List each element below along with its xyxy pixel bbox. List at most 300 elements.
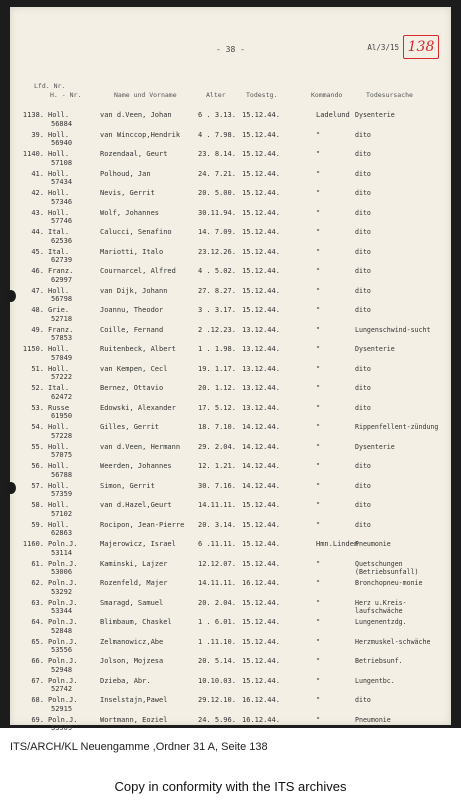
row-death-date: 15.12.44. (242, 267, 280, 275)
row-nationality: Holl. (48, 130, 70, 139)
row-death-date: 15.12.44. (242, 150, 280, 158)
row-cause-of-death: dito (355, 696, 371, 704)
row-death-date: 15.12.44. (242, 540, 280, 548)
table-row (10, 267, 451, 287)
row-birthdate: 30.11.94. (198, 208, 236, 217)
row-death-date: 15.12.44. (242, 286, 280, 295)
row-name: Joannu, Theodor (100, 306, 164, 314)
row-name: Rozenfeld, Majer (100, 579, 168, 587)
row-birthdate: 24. 5.96. (198, 715, 236, 724)
row-death-date: 14.12.44. (242, 481, 280, 490)
row-nationality: Poln.J. (48, 598, 78, 607)
row-nationality: Poln.J. (48, 657, 78, 665)
row-lfd: 1160. (22, 540, 44, 548)
row-kommando: " (316, 247, 321, 256)
archive-source-line: ITS/ARCH/KL Neuengamme ,Ordner 31 A, Seite 138 (10, 741, 268, 753)
row-nationality: Holl. (48, 423, 70, 431)
table-row (10, 618, 451, 638)
row-death-date: 15.12.44. (242, 228, 280, 236)
row-birthdate: 20. 2.04. (198, 598, 236, 607)
row-kommando: " (316, 559, 321, 568)
row-birthdate: 12.12.07. (198, 559, 236, 568)
row-cause-of-death: dito (355, 286, 371, 295)
row-h-number: 53509 (51, 724, 73, 732)
stamped-page-number: 138 (403, 35, 439, 59)
row-lfd: 57. (31, 481, 44, 490)
row-kommando: " (316, 579, 321, 587)
row-kommando: " (316, 306, 321, 314)
table-row (10, 384, 451, 404)
row-nationality: Poln.J. (48, 715, 78, 724)
row-name: Simon, Gerrit (100, 481, 155, 490)
table-row (10, 131, 451, 151)
row-cause-of-death: Quetschungen (Betriebsunfall) (355, 559, 419, 576)
row-name: Edowski, Alexander (100, 403, 176, 412)
row-birthdate: 6 . 3.13. (198, 111, 236, 119)
table-row (10, 287, 451, 307)
row-cause-of-death: dito (355, 247, 371, 256)
row-lfd: 62. (31, 579, 44, 587)
table-row (10, 365, 451, 385)
row-name: Rocipon, Jean-Pierre (100, 520, 185, 529)
row-birthdate: 2 .12.23. (198, 325, 236, 334)
row-death-date: 15.12.44. (242, 111, 280, 119)
row-nationality: Holl. (48, 501, 70, 509)
row-kommando: " (316, 228, 321, 236)
row-name: Inselstajn,Pawel (100, 696, 168, 704)
table-row (10, 579, 451, 599)
row-cause-of-death: Betriebsunf. (355, 657, 403, 665)
row-kommando: " (316, 462, 321, 470)
row-name: Rozendaal, Geurt (100, 150, 168, 158)
row-name: van Kempen, Cecl (100, 364, 168, 373)
row-lfd: 68. (31, 696, 44, 704)
row-kommando: " (316, 150, 321, 158)
row-birthdate: 20. 5.00. (198, 189, 236, 197)
table-row (10, 150, 451, 170)
row-name: Dzieba, Abr. (100, 676, 151, 685)
row-name: Gilles, Gerrit (100, 423, 160, 431)
header-hnr: H. - Nr. (50, 91, 82, 99)
row-death-date: 15.12.44. (242, 189, 280, 197)
header-todestag: Todestg. (246, 91, 278, 99)
row-lfd: 1140. (22, 150, 44, 158)
row-h-number: 53344 (51, 607, 73, 615)
row-birthdate: 20. 5.14. (198, 657, 236, 665)
row-kommando: " (316, 637, 321, 646)
death-register-table (10, 111, 451, 735)
row-name: Nevis, Gerrit (100, 189, 155, 197)
row-nationality: Franz. (48, 325, 74, 334)
row-birthdate: 18. 7.10. (198, 423, 236, 431)
row-h-number: 52718 (51, 314, 73, 323)
row-h-number: 62536 (51, 236, 73, 245)
row-lfd: 43. (31, 208, 44, 217)
row-kommando: " (316, 208, 321, 217)
row-death-date: 15.12.44. (242, 676, 280, 685)
row-kommando: " (316, 384, 321, 392)
row-name: Wortmann, Eoziel (100, 715, 168, 724)
row-h-number: 62997 (51, 275, 73, 284)
row-cause-of-death: Herzmuskel-schwäche (355, 637, 431, 646)
table-row (10, 345, 451, 365)
row-death-date: 15.12.44. (242, 598, 280, 607)
table-row (10, 716, 451, 736)
row-death-date: 13.12.44. (242, 345, 280, 353)
row-lfd: 39. (31, 130, 44, 139)
row-kommando: " (316, 676, 321, 685)
row-h-number: 53292 (51, 587, 73, 596)
row-h-number: 53114 (51, 548, 73, 557)
row-kommando: " (316, 598, 321, 607)
row-death-date: 13.12.44. (242, 364, 280, 373)
row-cause-of-death: dito (355, 208, 371, 217)
row-lfd: 56. (31, 462, 44, 470)
row-cause-of-death: dito (355, 228, 371, 236)
row-nationality: Holl. (48, 345, 70, 353)
row-h-number: 56940 (51, 139, 73, 147)
row-lfd: 1138. (22, 111, 44, 119)
table-row (10, 404, 451, 424)
row-name: Coille, Fernand (100, 325, 164, 334)
conformity-notice: Copy in conformity with the ITS archives (114, 779, 347, 794)
row-name: Kaminski, Lajzer (100, 559, 168, 568)
table-row (10, 443, 451, 463)
row-death-date: 15.12.44. (242, 306, 280, 314)
header-alter: Alter (206, 91, 226, 99)
row-cause-of-death: Pneumonie (355, 540, 391, 548)
row-name: Zelmanowicz,Abe (100, 637, 164, 646)
page-number: - 38 - (216, 45, 245, 54)
row-cause-of-death: dito (355, 481, 371, 490)
row-h-number: 61950 (51, 412, 73, 420)
row-kommando: Ladelund (316, 111, 350, 119)
table-row (10, 111, 451, 131)
row-h-number: 57222 (51, 373, 73, 381)
row-kommando: " (316, 696, 321, 704)
row-nationality: Poln.J. (48, 676, 78, 685)
row-nationality: Grie. (48, 306, 70, 314)
row-nationality: Russe (48, 403, 70, 412)
row-name: van d.Veen, Johan (100, 111, 172, 119)
row-h-number: 57228 (51, 431, 73, 440)
row-cause-of-death: dito (355, 130, 371, 139)
row-kommando: " (316, 520, 321, 529)
row-nationality: Holl. (48, 111, 70, 119)
row-birthdate: 4 . 5.02. (198, 267, 236, 275)
row-birthdate: 27. 8.27. (198, 286, 236, 295)
row-kommando: " (316, 130, 321, 139)
row-death-date: 16.12.44. (242, 579, 280, 587)
row-kommando: " (316, 481, 321, 490)
row-name: Majerowicz, Israel (100, 540, 176, 548)
row-cause-of-death: Lungentbc. (355, 676, 395, 685)
row-name: Blimbaum, Chaskel (100, 618, 172, 626)
row-birthdate: 6 .11.11. (198, 540, 236, 548)
table-row (10, 638, 451, 658)
row-h-number: 62739 (51, 256, 73, 264)
row-birthdate: 29. 2.04. (198, 442, 236, 451)
row-kommando: " (316, 715, 321, 724)
row-death-date: 15.12.44. (242, 208, 280, 217)
row-death-date: 13.12.44. (242, 403, 280, 412)
table-row (10, 189, 451, 209)
row-death-date: 15.12.44. (242, 657, 280, 665)
row-lfd: 46. (31, 267, 44, 275)
row-h-number: 62863 (51, 529, 73, 537)
row-nationality: Poln.J. (48, 579, 78, 587)
row-death-date: 15.12.44. (242, 637, 280, 646)
document-page (10, 7, 451, 732)
row-birthdate: 29.12.10. (198, 696, 236, 704)
row-birthdate: 14.11.11. (198, 501, 236, 509)
row-birthdate: 14.11.11. (198, 579, 236, 587)
row-cause-of-death: dito (355, 150, 371, 158)
row-h-number: 57746 (51, 217, 73, 225)
row-nationality: Ital. (48, 247, 70, 256)
row-lfd: 42. (31, 189, 44, 197)
row-birthdate: 1 .11.10. (198, 637, 236, 646)
row-kommando: " (316, 501, 321, 509)
row-h-number: 56884 (51, 119, 73, 128)
row-cause-of-death: Dysenterie (355, 442, 395, 451)
row-name: Polhoud, Jan (100, 169, 151, 178)
row-cause-of-death: dito (355, 364, 371, 373)
table-row (10, 306, 451, 326)
row-cause-of-death: Lungenschwind-sucht (355, 325, 431, 334)
row-nationality: Holl. (48, 481, 70, 490)
row-cause-of-death: dito (355, 501, 371, 509)
row-death-date: 16.12.44. (242, 696, 280, 704)
row-kommando: " (316, 657, 321, 665)
row-name: van Dijk, Johann (100, 286, 168, 295)
row-kommando: " (316, 364, 321, 373)
archive-reference: Al/3/15 (367, 43, 399, 52)
table-row (10, 482, 451, 502)
row-birthdate: 30. 7.16. (198, 481, 236, 490)
row-death-date: 15.12.44. (242, 169, 280, 178)
row-lfd: 66. (31, 657, 44, 665)
row-kommando: " (316, 325, 321, 334)
row-h-number: 53006 (51, 568, 73, 576)
row-death-date: 14.12.44. (242, 423, 280, 431)
row-nationality: Holl. (48, 189, 70, 197)
row-birthdate: 20. 1.12. (198, 384, 236, 392)
table-row (10, 540, 451, 560)
row-birthdate: 19. 1.17. (198, 364, 236, 373)
row-h-number: 52948 (51, 665, 73, 674)
row-cause-of-death: dito (355, 169, 371, 178)
row-lfd: 44. (31, 228, 44, 236)
row-death-date: 14.12.44. (242, 462, 280, 470)
row-cause-of-death: dito (355, 462, 371, 470)
row-lfd: 48. (31, 306, 44, 314)
row-h-number: 52915 (51, 704, 73, 713)
table-row (10, 560, 451, 580)
row-cause-of-death: Rippenfellent-zündung (355, 423, 439, 431)
row-h-number: 62472 (51, 392, 73, 401)
row-lfd: 41. (31, 169, 44, 178)
row-h-number: 57049 (51, 353, 73, 362)
row-nationality: Poln.J. (48, 696, 78, 704)
row-h-number: 57434 (51, 178, 73, 186)
row-name: Calucci, Senafino (100, 228, 172, 236)
row-nationality: Holl. (48, 150, 70, 158)
row-cause-of-death: dito (355, 520, 371, 529)
row-lfd: 63. (31, 598, 44, 607)
row-name: Ruitenbeck, Albert (100, 345, 176, 353)
row-nationality: Holl. (48, 364, 70, 373)
row-birthdate: 3 . 3.17. (198, 306, 236, 314)
row-name: Jolson, Mojzesa (100, 657, 164, 665)
row-lfd: 67. (31, 676, 44, 685)
row-lfd: 47. (31, 286, 44, 295)
table-row (10, 599, 451, 619)
row-death-date: 13.12.44. (242, 384, 280, 392)
row-death-date: 14.12.44. (242, 442, 280, 451)
row-nationality: Poln.J. (48, 559, 78, 568)
row-kommando: " (316, 267, 321, 275)
row-cause-of-death: Bronchopneu-monie (355, 579, 423, 587)
row-lfd: 58. (31, 501, 44, 509)
row-nationality: Ital. (48, 228, 70, 236)
row-nationality: Holl. (48, 286, 70, 295)
row-nationality: Poln.J. (48, 618, 78, 626)
row-h-number: 57108 (51, 158, 73, 167)
table-row (10, 248, 451, 268)
row-cause-of-death: Dysenterie (355, 111, 395, 119)
row-h-number: 53556 (51, 646, 73, 654)
row-birthdate: 20. 3.14. (198, 520, 236, 529)
row-nationality: Holl. (48, 462, 70, 470)
row-lfd: 61. (31, 559, 44, 568)
header-name: Name und Vorname (114, 91, 177, 99)
row-name: van d.Veen, Hermann (100, 442, 181, 451)
row-cause-of-death: Lungenentzdg. (355, 618, 407, 626)
table-row (10, 209, 451, 229)
row-kommando: " (316, 189, 321, 197)
table-row (10, 170, 451, 190)
table-row (10, 462, 451, 482)
row-name: Weerden, Johannes (100, 462, 172, 470)
table-row (10, 677, 451, 697)
table-row (10, 423, 451, 443)
row-birthdate: 10.10.03. (198, 676, 236, 685)
table-row (10, 326, 451, 346)
row-nationality: Holl. (48, 520, 70, 529)
row-nationality: Franz. (48, 267, 74, 275)
row-h-number: 52742 (51, 685, 73, 693)
row-birthdate: 23.12.26. (198, 247, 236, 256)
row-lfd: 49. (31, 325, 44, 334)
row-h-number: 57853 (51, 334, 73, 342)
row-cause-of-death: Pneumonie (355, 715, 391, 724)
row-death-date: 15.12.44. (242, 501, 280, 509)
row-lfd: 1150. (22, 345, 44, 353)
row-lfd: 64. (31, 618, 44, 626)
row-death-date: 15.12.44. (242, 618, 280, 626)
header-lfd: Lfd. Nr. (34, 82, 66, 90)
header-kommando: Kommando (311, 91, 343, 99)
row-death-date: 16.12.44. (242, 715, 280, 724)
row-h-number: 52848 (51, 626, 73, 635)
row-lfd: 54. (31, 423, 44, 431)
row-cause-of-death: dito (355, 403, 371, 412)
row-name: Mariotti, Italo (100, 247, 164, 256)
row-h-number: 56788 (51, 470, 73, 479)
row-lfd: 59. (31, 520, 44, 529)
row-birthdate: 24. 7.21. (198, 169, 236, 178)
row-death-date: 15.12.44. (242, 520, 280, 529)
row-birthdate: 1 . 1.98. (198, 345, 236, 353)
row-cause-of-death: dito (355, 189, 371, 197)
row-kommando: " (316, 618, 321, 626)
row-nationality: Poln.J. (48, 540, 78, 548)
row-nationality: Holl. (48, 442, 70, 451)
row-cause-of-death: Herz u.Kreis-laufschwäche (355, 598, 407, 615)
row-lfd: 52. (31, 384, 44, 392)
row-lfd: 69. (31, 715, 44, 724)
row-cause-of-death: dito (355, 306, 371, 314)
row-birthdate: 4 . 7.98. (198, 130, 236, 139)
row-name: Cournarcel, Alfred (100, 267, 176, 275)
table-row (10, 501, 451, 521)
row-kommando: " (316, 423, 321, 431)
row-death-date: 15.12.44. (242, 247, 280, 256)
row-birthdate: 17. 5.12. (198, 403, 236, 412)
row-lfd: 45. (31, 247, 44, 256)
table-row (10, 228, 451, 248)
row-death-date: 15.12.44. (242, 130, 280, 139)
row-birthdate: 12. 1.21. (198, 462, 236, 470)
row-death-date: 13.12.44. (242, 325, 280, 334)
row-birthdate: 1 . 6.01. (198, 618, 236, 626)
row-h-number: 57075 (51, 451, 73, 459)
row-kommando: " (316, 345, 321, 353)
row-nationality: Holl. (48, 169, 70, 178)
row-lfd: 55. (31, 442, 44, 451)
row-death-date: 15.12.44. (242, 559, 280, 568)
row-h-number: 56798 (51, 295, 73, 303)
row-kommando: " (316, 442, 321, 451)
table-row (10, 521, 451, 541)
row-kommando: Hmn.Linden (316, 540, 359, 548)
row-nationality: Poln.J. (48, 637, 78, 646)
row-name: van Winccop,Hendrik (100, 130, 181, 139)
row-cause-of-death: Dysenterie (355, 345, 395, 353)
row-nationality: Holl. (48, 208, 70, 217)
row-name: Smaragd, Samuel (100, 598, 164, 607)
row-birthdate: 23. 8.14. (198, 150, 236, 158)
row-lfd: 53. (31, 403, 44, 412)
row-h-number: 57346 (51, 197, 73, 206)
row-name: Wolf, Johannes (100, 208, 160, 217)
row-name: Bernez, Ottavio (100, 384, 164, 392)
row-kommando: " (316, 169, 321, 178)
row-kommando: " (316, 286, 321, 295)
table-row (10, 696, 451, 716)
row-cause-of-death: dito (355, 267, 371, 275)
row-nationality: Ital. (48, 384, 70, 392)
row-h-number: 57359 (51, 490, 73, 498)
row-h-number: 57102 (51, 509, 73, 518)
table-row (10, 657, 451, 677)
header-ursache: Todesursache (366, 91, 413, 99)
row-kommando: " (316, 403, 321, 412)
row-birthdate: 14. 7.09. (198, 228, 236, 236)
table-header (10, 82, 451, 106)
row-lfd: 65. (31, 637, 44, 646)
